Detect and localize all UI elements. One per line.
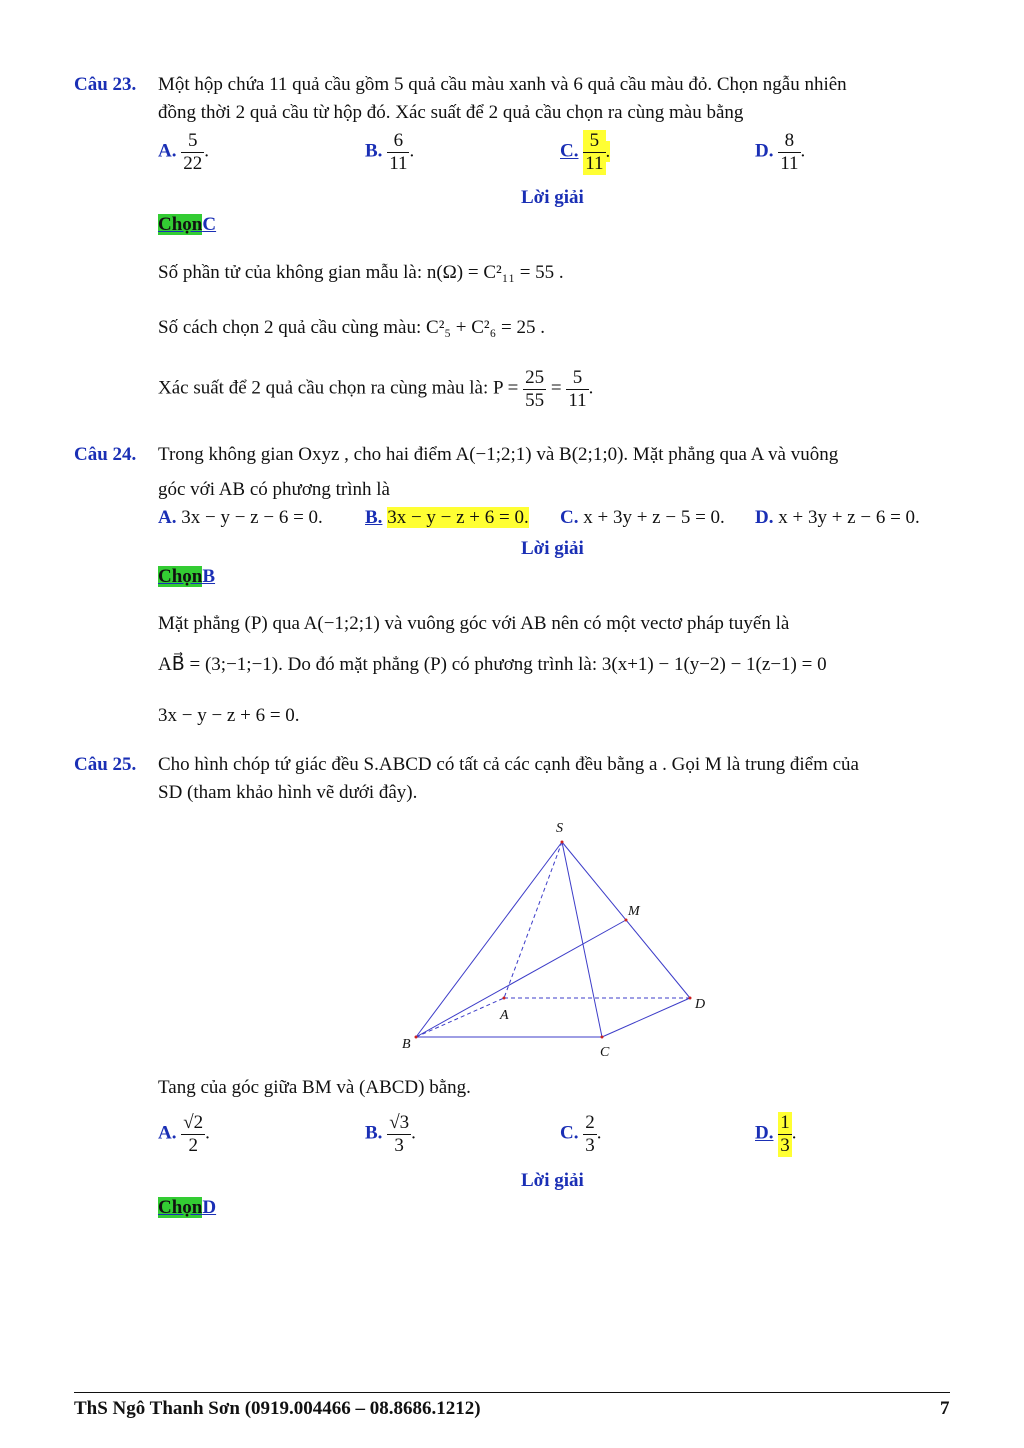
frac-den: 11 (568, 389, 587, 411)
q25-option-b: B. $\frac{√3}{3}$ . (365, 1112, 416, 1156)
q25-option-d-correct: D. $\frac{1}{3}$ . (755, 1112, 797, 1156)
q23-option-d: D. $\frac{8}{11}$ . (755, 130, 806, 174)
edge-sc (562, 842, 602, 1037)
q25-text-line2: SD (tham khảo hình vẽ dưới đây). (158, 782, 418, 803)
frac-num: 5 (589, 130, 600, 151)
q25-choose-answer (158, 1197, 216, 1219)
q24-text-line2: góc với AB có phương trình là (158, 479, 390, 500)
q24-solution-title: Lời giải (521, 538, 584, 559)
frac-den: 11 (389, 152, 408, 174)
q23-option-b: B. $\frac{6}{11}$ . (365, 130, 415, 174)
q25-text-line1: Cho hình chóp tứ giác đều S.ABCD có tất cả các cạnh đều bằng a . Gọi M là trung điểm của (158, 754, 859, 775)
choose-prefix: Chọn (158, 566, 203, 587)
q23-solution-line2: Số cách chọn 2 quả cầu cùng màu: C²₅ + C²₆ = 25 . (158, 317, 545, 338)
q24-option-d (755, 507, 920, 529)
frac-num: √3 (389, 1112, 410, 1133)
edge-cd (602, 998, 690, 1037)
option-letter: B. (365, 507, 383, 528)
option-letter: D. (755, 507, 774, 528)
frac-num: 5 (187, 130, 198, 151)
footer-rule (74, 1392, 950, 1393)
label-a: A (500, 1008, 509, 1023)
frac-num: 5 (572, 367, 583, 388)
choose-letter: D (202, 1197, 217, 1218)
frac-num: 25 (525, 367, 545, 388)
footer-author: ThS Ngô Thanh Sơn (0919.004466 – 08.8686.1212) (74, 1398, 481, 1419)
choose-letter: C (202, 214, 217, 235)
option-letter: C. (560, 140, 579, 162)
choose-prefix: Chọn (158, 1197, 203, 1218)
q23-text-line1: Một hộp chứa 11 quả cầu gồm 5 quả cầu màu xanh và 6 quả cầu màu đỏ. Chọn ngẫu nhiên (158, 74, 847, 95)
option-letter: D. (755, 140, 774, 162)
sol3-text: Xác suất để 2 quả cầu chọn ra cùng màu là: P = (158, 377, 519, 399)
pyramid-figure (380, 810, 730, 1070)
label-s: S (556, 821, 563, 836)
frac-num: 8 (784, 130, 795, 151)
frac-den: 2 (181, 1134, 205, 1157)
option-letter: A. (158, 507, 177, 528)
label-c: C (600, 1045, 610, 1060)
q24-label: Câu 24. (74, 444, 137, 465)
frac-den: 55 (525, 389, 545, 411)
edge-ba-hidden (416, 998, 504, 1037)
q23-option-a: A. $\frac{5}{22}$ . (158, 130, 209, 174)
q23-choose-answer (158, 214, 216, 236)
q23-label: Câu 23. (74, 74, 137, 95)
frac-num: 2 (585, 1112, 595, 1133)
q24-choose-answer (158, 566, 215, 588)
q23-option-c-correct: C. $\frac{5}{11}$ . (560, 130, 611, 174)
choose-prefix: Chọn (158, 214, 203, 235)
q23-solution-title: Lời giải (521, 187, 584, 208)
q25-option-c: C. $\frac{2}{3}$ . (560, 1112, 602, 1156)
option-text: 3x − y − z − 6 = 0. (181, 507, 323, 528)
q25-solution-title: Lời giải (521, 1170, 584, 1191)
option-text: 3x − y − z + 6 = 0. (387, 507, 529, 528)
q25-option-a: A. $\frac{√2}{2}$ . (158, 1112, 210, 1156)
option-letter: D. (755, 1122, 774, 1144)
option-text: x + 3y + z − 5 = 0. (583, 507, 725, 528)
label-m: M (628, 904, 640, 919)
label-b: B (402, 1037, 411, 1052)
frac-den: 11 (780, 152, 799, 174)
q23-solution-line3: Xác suất để 2 quả cầu chọn ra cùng màu là: P = $\frac{25}{55}$ = $\frac{5}{11}$ . (158, 367, 594, 411)
frac-den: 3 (780, 1134, 790, 1156)
q24-solution-line1: Mặt phẳng (P) qua A(−1;2;1) và vuông góc với AB nên có một vectơ pháp tuyến là (158, 613, 790, 634)
frac-num: 1 (780, 1112, 790, 1133)
footer-page-number: 7 (940, 1398, 950, 1419)
choose-letter: B (202, 566, 216, 587)
frac-den: 3 (387, 1134, 411, 1157)
option-text: x + 3y + z − 6 = 0. (778, 507, 920, 528)
q24-solution-line3: 3x − y − z + 6 = 0. (158, 705, 300, 726)
option-letter: A. (158, 1122, 177, 1144)
option-letter: C. (560, 507, 579, 528)
q24-text-line1: Trong không gian Oxyz , cho hai điểm A(−1;2;1) và B(2;1;0). Mặt phẳng qua A và vuông (158, 444, 839, 465)
q24-solution-line2: AB⃗ = (3;−1;−1). Do đó mặt phẳng (P) có phương trình là: 3(x+1) − 1(y−2) − 1(z−1) = 0 (158, 654, 827, 675)
segment-bm (416, 920, 626, 1037)
q23-text-line2: đồng thời 2 quả cầu từ hộp đó. Xác suất để 2 quả cầu chọn ra cùng màu bằng (158, 102, 744, 123)
option-letter: B. (365, 1122, 383, 1144)
label-d: D (695, 997, 706, 1012)
frac-den: 11 (585, 152, 604, 174)
option-letter: B. (365, 140, 383, 162)
option-letter: A. (158, 140, 177, 162)
q25-label: Câu 25. (74, 754, 137, 775)
q24-option-a (158, 507, 323, 529)
q24-option-c (560, 507, 725, 529)
edge-sa-hidden (504, 842, 562, 998)
q24-option-b-correct (365, 507, 529, 529)
option-letter: C. (560, 1122, 579, 1144)
frac-den: 22 (183, 152, 203, 174)
frac-num: 6 (393, 130, 404, 151)
q23-solution-line1: Số phần tử của không gian mẫu là: n(Ω) = C²₁₁ = 55 . (158, 262, 564, 283)
frac-den: 3 (585, 1134, 595, 1156)
edge-sb (416, 842, 562, 1037)
q25-question: Tang của góc giữa BM và (ABCD) bằng. (158, 1077, 471, 1098)
frac-num: √2 (183, 1112, 204, 1133)
